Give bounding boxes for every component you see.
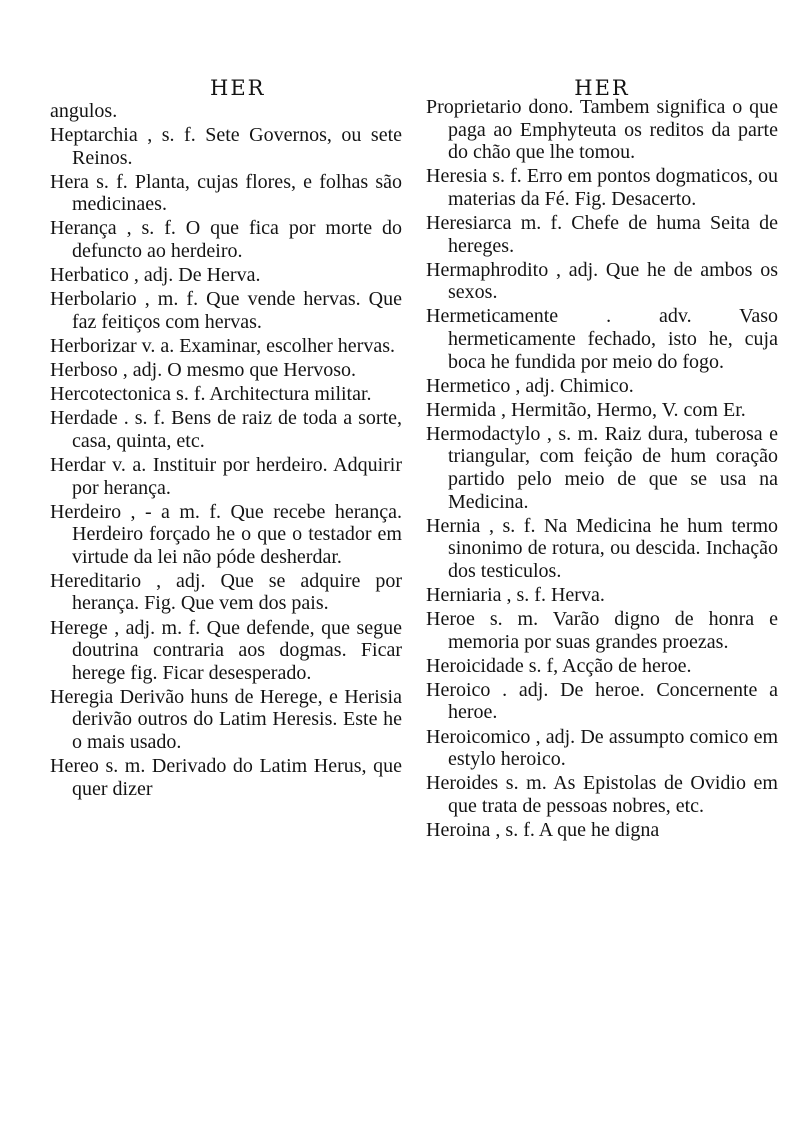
dictionary-entry <box>50 335 402 358</box>
running-header: HER <box>210 76 266 100</box>
entry-text: , adj. Chimico. <box>515 374 634 397</box>
entry-headword: Hermaphrodito <box>426 258 549 281</box>
entry-text: s. f. Erro em pontos dogmaticos, ou materias da Fé. Fig. Desacerto. <box>448 165 778 210</box>
dictionary-entry <box>50 171 402 216</box>
dictionary-entry <box>426 423 778 513</box>
dictionary-entry <box>426 259 778 304</box>
entry-headword: Hermetico <box>426 374 511 397</box>
entry-text: , adj. Que he de ambos os sexos. <box>448 258 779 304</box>
entry-headword: Hermodactylo <box>426 422 541 445</box>
entry-headword: Herdade <box>50 407 118 430</box>
entry-text: , adj. Que se adquire por herança. Fig. Que vem dos pais. <box>72 569 403 615</box>
entry-text: , s. f. Na Medicina he hum termo sinonimo de rotura, ou descida. Inchação dos testiculos. <box>448 514 779 582</box>
entry-list <box>426 96 778 843</box>
dictionary-entry <box>50 570 402 615</box>
dictionary-entry <box>50 359 402 382</box>
entry-text: , - a m. f. Que recebe herança. Herdeiro forçado he o que o testador em virtude da lei não póde desherdar. <box>72 500 402 568</box>
entry-headword: Herança <box>50 217 117 240</box>
entry-text: , adj. O mesmo que Hervoso. <box>122 359 357 382</box>
dictionary-entry <box>426 165 778 210</box>
entry-text: s. m. Varão digno de honra e memoria por suas grandes proezas. <box>448 608 778 653</box>
entry-text: m. f. Chefe de huma Seita de hereges. <box>448 211 779 257</box>
dictionary-entry <box>426 399 778 422</box>
entry-headword: Heptarchia <box>50 124 138 147</box>
entry-headword: Herboso <box>50 359 118 382</box>
dictionary-entry <box>426 679 778 724</box>
entry-headword: Heroides <box>426 772 499 795</box>
entry-headword: Heroina <box>426 818 491 841</box>
entry-list <box>50 100 402 802</box>
entry-text: v. a. Instituir por herdeiro. Adquirir por herança. <box>72 453 403 499</box>
dictionary-entry <box>426 96 778 164</box>
dictionary-entry <box>50 217 402 262</box>
entry-text: , adj. m. f. Que defende, que segue doutrina contraria aos dogmas. Ficar herege fig. Ficar desesperado. <box>72 616 402 684</box>
entry-headword: Hercotectonica <box>50 383 172 406</box>
entry-text: , s. f. Herva. <box>506 583 605 606</box>
dictionary-entry <box>50 454 402 499</box>
entry-headword: Hermeticamente <box>426 305 559 328</box>
entry-text: s. f. Planta, cujas flores, e folhas são medicinaes. <box>72 170 403 216</box>
entry-headword: Herdeiro <box>50 500 122 523</box>
dictionary-entry <box>426 608 778 653</box>
entry-headword: Hera <box>50 170 89 193</box>
entry-headword: Heroicomico <box>426 725 531 748</box>
dictionary-entry <box>426 772 778 817</box>
dictionary-entry <box>426 584 778 607</box>
dictionary-entry <box>426 655 778 678</box>
entry-headword: Heroe <box>426 608 475 631</box>
dictionary-entry <box>426 375 778 398</box>
entry-headword: Herborizar <box>50 334 137 357</box>
entry-headword: Heroico <box>426 678 491 701</box>
entry-headword: Herniaria <box>426 583 502 606</box>
entry-text: , s. f. Sete Governos, ou sete Reinos. <box>72 124 403 169</box>
entry-headword: Heresia <box>426 165 488 188</box>
entry-text: , adj. De Herva. <box>133 264 261 287</box>
dictionary-entry <box>426 212 778 257</box>
dictionary-entry <box>426 819 778 842</box>
entry-headword: Hereo <box>50 755 99 778</box>
dictionary-entry <box>426 726 778 771</box>
entry-text: . s. f. Bens de raiz de toda a sorte, casa, quinta, etc. <box>72 407 403 452</box>
entry-headword: Heregia <box>50 685 114 708</box>
dictionary-entry <box>50 100 402 123</box>
entry-headword: Hereditario <box>50 569 142 592</box>
dictionary-entry <box>50 124 402 169</box>
entry-headword: Hermida <box>426 398 496 421</box>
dictionary-entry <box>50 264 402 287</box>
entry-headword: Herdar <box>50 453 106 476</box>
entry-text: s. m. Derivado do Latim Herus, que quer dizer <box>72 755 402 800</box>
entry-text: , Hermitão, Hermo, V. com Er. <box>500 398 746 421</box>
entry-headword: Hernia <box>426 514 481 537</box>
dictionary-entry <box>50 686 402 754</box>
entry-text: , s. m. Raiz dura, tuberosa e triangular, com feição de hum coração partido pelo meio de que se usa na Medicina. <box>448 422 778 513</box>
entry-text: Proprietario dono. Tambem significa o que paga ao Emphyteuta os reditos da parte do chão que lhe tomou. <box>426 96 778 164</box>
entry-text: Derivão huns de Herege, e Herisia derivão outros do Latim Heresis. Este he o mais usado. <box>72 685 402 754</box>
dictionary-entry <box>50 288 402 333</box>
dictionary-entry <box>50 407 402 452</box>
entry-headword: Herbolario <box>50 288 137 311</box>
dictionary-entry <box>426 515 778 583</box>
entry-text: s. m. As Epistolas de Ovidio em que trata de pessoas nobres, etc. <box>448 772 778 817</box>
entry-text: angulos. <box>50 100 118 122</box>
entry-text: s. f. Architectura militar. <box>176 383 372 406</box>
entry-text: , m. f. Que vende hervas. Que faz feitiços com hervas. <box>72 288 402 333</box>
dictionary-entry <box>426 305 778 373</box>
entry-headword: Heroicidade <box>426 654 524 677</box>
entry-text: , s. f. A que he digna <box>495 818 660 841</box>
dictionary-entry <box>50 501 402 569</box>
dictionary-entry <box>50 755 402 800</box>
entry-text: v. a. Examinar, escolher hervas. <box>141 334 395 357</box>
entry-text: , s. f. O que fica por morte do defuncto ao herdeiro. <box>72 217 403 263</box>
entry-text: s. f, Acção de heroe. <box>528 654 692 677</box>
dictionary-entry <box>50 617 402 685</box>
entry-headword: Heresiarca <box>426 211 512 234</box>
entry-text: , adj. De assumpto comico em estylo heroico. <box>448 725 778 771</box>
dictionary-entry <box>50 383 402 406</box>
entry-text: . adv. Vaso hermeticamente fechado, isto he, cuja boca he fundida por meio do fogo. <box>448 305 779 373</box>
entry-headword: Herbatico <box>50 264 129 287</box>
entry-headword: Herege <box>50 616 108 639</box>
running-header: HER <box>574 76 630 100</box>
entry-text: . adj. De heroe. Concernente a heroe. <box>448 678 779 724</box>
